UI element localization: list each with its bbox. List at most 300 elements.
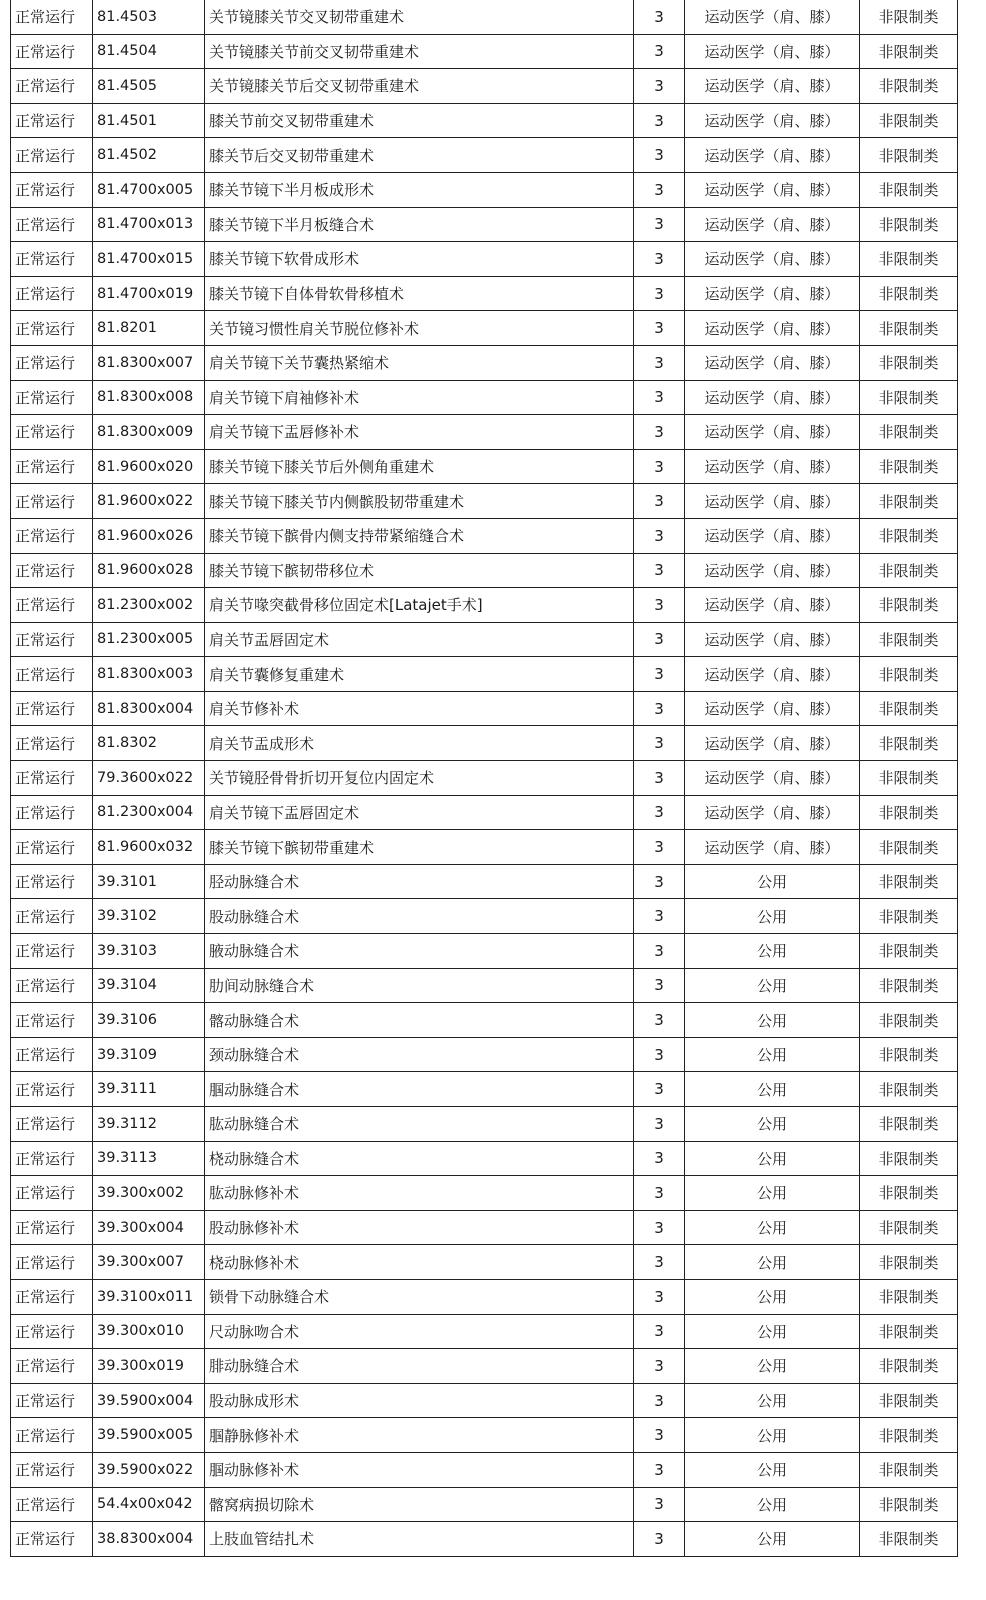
level-cell: 3: [634, 1452, 685, 1487]
level-cell: 3: [634, 69, 685, 104]
code-cell: 81.4700x015: [93, 242, 205, 277]
table-row: [11, 34, 958, 69]
department-cell: 公用: [685, 1418, 860, 1453]
level-cell: 3: [634, 1418, 685, 1453]
category-cell: 非限制类: [860, 864, 958, 899]
procedure-name-cell: 关节镜膝关节前交叉韧带重建术: [205, 34, 634, 69]
procedure-name-cell: 膝关节镜下髌骨内侧支持带紧缩缝合术: [205, 518, 634, 553]
department-cell: 运动医学（肩、膝）: [685, 276, 860, 311]
category-cell: 非限制类: [860, 1072, 958, 1107]
procedure-name-cell: 肩关节喙突截骨移位固定术[Latajet手术]: [205, 588, 634, 623]
table-row: [11, 69, 958, 104]
table-row: [11, 1141, 958, 1176]
status-cell: 正常运行: [11, 691, 93, 726]
status-cell: 正常运行: [11, 380, 93, 415]
department-cell: 公用: [685, 1522, 860, 1557]
table-row: [11, 1210, 958, 1245]
category-cell: 非限制类: [860, 657, 958, 692]
code-cell: 39.3109: [93, 1037, 205, 1072]
procedure-name-cell: 肩关节镜下盂唇修补术: [205, 415, 634, 450]
code-cell: 39.300x002: [93, 1176, 205, 1211]
category-cell: 非限制类: [860, 1107, 958, 1142]
code-cell: 39.3112: [93, 1107, 205, 1142]
code-cell: 81.8300x009: [93, 415, 205, 450]
level-cell: 3: [634, 1383, 685, 1418]
procedure-name-cell: 尺动脉吻合术: [205, 1314, 634, 1349]
procedure-name-cell: 肩关节修补术: [205, 691, 634, 726]
department-cell: 运动医学（肩、膝）: [685, 345, 860, 380]
department-cell: 运动医学（肩、膝）: [685, 103, 860, 138]
procedure-name-cell: 桡动脉修补术: [205, 1245, 634, 1280]
level-cell: 3: [634, 380, 685, 415]
department-cell: 公用: [685, 1383, 860, 1418]
table-row: [11, 864, 958, 899]
level-cell: 3: [634, 1522, 685, 1557]
department-cell: 运动医学（肩、膝）: [685, 242, 860, 277]
status-cell: 正常运行: [11, 1383, 93, 1418]
table-row: [11, 242, 958, 277]
code-cell: 39.300x007: [93, 1245, 205, 1280]
procedure-name-cell: 肩关节镜下肩袖修补术: [205, 380, 634, 415]
department-cell: 运动医学（肩、膝）: [685, 553, 860, 588]
category-cell: 非限制类: [860, 1349, 958, 1384]
code-cell: 81.9600x020: [93, 449, 205, 484]
procedure-name-cell: 膝关节镜下髌韧带重建术: [205, 830, 634, 865]
status-cell: 正常运行: [11, 968, 93, 1003]
category-cell: 非限制类: [860, 380, 958, 415]
status-cell: 正常运行: [11, 934, 93, 969]
status-cell: 正常运行: [11, 345, 93, 380]
department-cell: 运动医学（肩、膝）: [685, 207, 860, 242]
code-cell: 54.4x00x042: [93, 1487, 205, 1522]
department-cell: 运动医学（肩、膝）: [685, 518, 860, 553]
category-cell: 非限制类: [860, 242, 958, 277]
department-cell: 公用: [685, 1314, 860, 1349]
category-cell: 非限制类: [860, 1279, 958, 1314]
table-row: [11, 830, 958, 865]
status-cell: 正常运行: [11, 588, 93, 623]
table-row: [11, 1418, 958, 1453]
level-cell: 3: [634, 726, 685, 761]
code-cell: 39.300x004: [93, 1210, 205, 1245]
category-cell: 非限制类: [860, 0, 958, 34]
table-row: [11, 345, 958, 380]
category-cell: 非限制类: [860, 1314, 958, 1349]
level-cell: 3: [634, 1245, 685, 1280]
level-cell: 3: [634, 172, 685, 207]
department-cell: 运动医学（肩、膝）: [685, 0, 860, 34]
status-cell: 正常运行: [11, 1210, 93, 1245]
procedure-name-cell: 肩关节镜下关节囊热紧缩术: [205, 345, 634, 380]
table-row: [11, 103, 958, 138]
code-cell: 39.3102: [93, 899, 205, 934]
procedure-name-cell: 腘静脉修补术: [205, 1418, 634, 1453]
level-cell: 3: [634, 1037, 685, 1072]
procedure-name-cell: 股动脉缝合术: [205, 899, 634, 934]
code-cell: 39.300x010: [93, 1314, 205, 1349]
procedure-name-cell: 肱动脉缝合术: [205, 1107, 634, 1142]
department-cell: 运动医学（肩、膝）: [685, 761, 860, 796]
procedure-name-cell: 髂窝病损切除术: [205, 1487, 634, 1522]
category-cell: 非限制类: [860, 1452, 958, 1487]
level-cell: 3: [634, 518, 685, 553]
category-cell: 非限制类: [860, 934, 958, 969]
code-cell: 81.2300x005: [93, 622, 205, 657]
table-row: [11, 415, 958, 450]
category-cell: 非限制类: [860, 622, 958, 657]
procedure-name-cell: 胫动脉缝合术: [205, 864, 634, 899]
category-cell: 非限制类: [860, 588, 958, 623]
status-cell: 正常运行: [11, 484, 93, 519]
category-cell: 非限制类: [860, 1383, 958, 1418]
table-row: [11, 726, 958, 761]
level-cell: 3: [634, 657, 685, 692]
code-cell: 79.3600x022: [93, 761, 205, 796]
code-cell: 81.9600x022: [93, 484, 205, 519]
department-cell: 运动医学（肩、膝）: [685, 311, 860, 346]
level-cell: 3: [634, 1314, 685, 1349]
code-cell: 81.4700x005: [93, 172, 205, 207]
table-row: [11, 934, 958, 969]
category-cell: 非限制类: [860, 726, 958, 761]
department-cell: 公用: [685, 1037, 860, 1072]
category-cell: 非限制类: [860, 691, 958, 726]
table-row: [11, 484, 958, 519]
category-cell: 非限制类: [860, 138, 958, 173]
category-cell: 非限制类: [860, 795, 958, 830]
table-row: [11, 622, 958, 657]
status-cell: 正常运行: [11, 415, 93, 450]
level-cell: 3: [634, 761, 685, 796]
department-cell: 公用: [685, 1003, 860, 1038]
procedure-name-cell: 膝关节前交叉韧带重建术: [205, 103, 634, 138]
procedure-name-cell: 关节镜膝关节后交叉韧带重建术: [205, 69, 634, 104]
procedure-name-cell: 肩关节盂成形术: [205, 726, 634, 761]
level-cell: 3: [634, 242, 685, 277]
category-cell: 非限制类: [860, 207, 958, 242]
table-row: [11, 553, 958, 588]
procedure-name-cell: 上肢血管结扎术: [205, 1522, 634, 1557]
status-cell: 正常运行: [11, 899, 93, 934]
code-cell: 81.4700x013: [93, 207, 205, 242]
code-cell: 81.8300x004: [93, 691, 205, 726]
level-cell: 3: [634, 415, 685, 450]
procedure-name-cell: 颈动脉缝合术: [205, 1037, 634, 1072]
procedure-name-cell: 腘动脉缝合术: [205, 1072, 634, 1107]
level-cell: 3: [634, 934, 685, 969]
department-cell: 运动医学（肩、膝）: [685, 69, 860, 104]
procedure-name-cell: 关节镜胫骨骨折切开复位内固定术: [205, 761, 634, 796]
category-cell: 非限制类: [860, 276, 958, 311]
department-cell: 运动医学（肩、膝）: [685, 691, 860, 726]
table-row: [11, 1487, 958, 1522]
code-cell: 81.4503: [93, 0, 205, 34]
category-cell: 非限制类: [860, 69, 958, 104]
status-cell: 正常运行: [11, 311, 93, 346]
procedure-name-cell: 锁骨下动脉缝合术: [205, 1279, 634, 1314]
category-cell: 非限制类: [860, 518, 958, 553]
category-cell: 非限制类: [860, 1418, 958, 1453]
department-cell: 公用: [685, 1107, 860, 1142]
table-row: [11, 657, 958, 692]
department-cell: 运动医学（肩、膝）: [685, 830, 860, 865]
table-row: [11, 1383, 958, 1418]
department-cell: 公用: [685, 1072, 860, 1107]
department-cell: 公用: [685, 1452, 860, 1487]
level-cell: 3: [634, 1141, 685, 1176]
category-cell: 非限制类: [860, 1210, 958, 1245]
code-cell: 81.8201: [93, 311, 205, 346]
code-cell: 39.3103: [93, 934, 205, 969]
status-cell: 正常运行: [11, 1072, 93, 1107]
code-cell: 81.4504: [93, 34, 205, 69]
status-cell: 正常运行: [11, 1452, 93, 1487]
procedure-name-cell: 膝关节镜下自体骨软骨移植术: [205, 276, 634, 311]
level-cell: 3: [634, 795, 685, 830]
status-cell: 正常运行: [11, 1176, 93, 1211]
code-cell: 81.9600x028: [93, 553, 205, 588]
table-row: [11, 1176, 958, 1211]
category-cell: 非限制类: [860, 345, 958, 380]
status-cell: 正常运行: [11, 761, 93, 796]
level-cell: 3: [634, 553, 685, 588]
table-row: [11, 380, 958, 415]
level-cell: 3: [634, 1003, 685, 1038]
code-cell: 39.300x019: [93, 1349, 205, 1384]
code-cell: 81.8300x008: [93, 380, 205, 415]
department-cell: 运动医学（肩、膝）: [685, 622, 860, 657]
table-row: [11, 449, 958, 484]
table-body: [11, 0, 958, 1556]
department-cell: 公用: [685, 1279, 860, 1314]
category-cell: 非限制类: [860, 415, 958, 450]
code-cell: 39.5900x022: [93, 1452, 205, 1487]
department-cell: 公用: [685, 1349, 860, 1384]
procedure-name-cell: 股动脉修补术: [205, 1210, 634, 1245]
procedure-name-cell: 肱动脉修补术: [205, 1176, 634, 1211]
department-cell: 公用: [685, 968, 860, 1003]
procedure-name-cell: 股动脉成形术: [205, 1383, 634, 1418]
level-cell: 3: [634, 622, 685, 657]
status-cell: 正常运行: [11, 795, 93, 830]
procedure-name-cell: 膝关节镜下膝关节后外侧角重建术: [205, 449, 634, 484]
status-cell: 正常运行: [11, 553, 93, 588]
status-cell: 正常运行: [11, 69, 93, 104]
procedure-name-cell: 关节镜习惯性肩关节脱位修补术: [205, 311, 634, 346]
table-row: [11, 1037, 958, 1072]
status-cell: 正常运行: [11, 657, 93, 692]
code-cell: 81.4700x019: [93, 276, 205, 311]
table-row: [11, 1314, 958, 1349]
department-cell: 公用: [685, 1176, 860, 1211]
table-row: [11, 1107, 958, 1142]
level-cell: 3: [634, 899, 685, 934]
status-cell: 正常运行: [11, 103, 93, 138]
code-cell: 39.5900x004: [93, 1383, 205, 1418]
procedure-name-cell: 桡动脉缝合术: [205, 1141, 634, 1176]
department-cell: 运动医学（肩、膝）: [685, 484, 860, 519]
category-cell: 非限制类: [860, 311, 958, 346]
procedure-name-cell: 腘动脉修补术: [205, 1452, 634, 1487]
code-cell: 39.5900x005: [93, 1418, 205, 1453]
code-cell: 38.8300x004: [93, 1522, 205, 1557]
status-cell: 正常运行: [11, 726, 93, 761]
category-cell: 非限制类: [860, 172, 958, 207]
department-cell: 公用: [685, 864, 860, 899]
table-row: [11, 311, 958, 346]
level-cell: 3: [634, 34, 685, 69]
procedure-name-cell: 膝关节镜下半月板缝合术: [205, 207, 634, 242]
status-cell: 正常运行: [11, 1522, 93, 1557]
table-row: [11, 1245, 958, 1280]
level-cell: 3: [634, 345, 685, 380]
table-row: [11, 1349, 958, 1384]
level-cell: 3: [634, 484, 685, 519]
table-row: [11, 0, 958, 34]
code-cell: 81.4501: [93, 103, 205, 138]
code-cell: 39.3111: [93, 1072, 205, 1107]
department-cell: 公用: [685, 1210, 860, 1245]
status-cell: 正常运行: [11, 449, 93, 484]
procedure-name-cell: 腓动脉缝合术: [205, 1349, 634, 1384]
level-cell: 3: [634, 1279, 685, 1314]
procedure-name-cell: 膝关节后交叉韧带重建术: [205, 138, 634, 173]
table-row: [11, 172, 958, 207]
code-cell: 39.3106: [93, 1003, 205, 1038]
level-cell: 3: [634, 968, 685, 1003]
status-cell: 正常运行: [11, 276, 93, 311]
department-cell: 公用: [685, 934, 860, 969]
code-cell: 39.3113: [93, 1141, 205, 1176]
status-cell: 正常运行: [11, 242, 93, 277]
level-cell: 3: [634, 1487, 685, 1522]
level-cell: 3: [634, 311, 685, 346]
status-cell: 正常运行: [11, 207, 93, 242]
department-cell: 运动医学（肩、膝）: [685, 172, 860, 207]
status-cell: 正常运行: [11, 0, 93, 34]
level-cell: 3: [634, 1176, 685, 1211]
status-cell: 正常运行: [11, 518, 93, 553]
level-cell: 3: [634, 588, 685, 623]
status-cell: 正常运行: [11, 1141, 93, 1176]
code-cell: 81.9600x026: [93, 518, 205, 553]
table-row: [11, 761, 958, 796]
category-cell: 非限制类: [860, 34, 958, 69]
department-cell: 运动医学（肩、膝）: [685, 795, 860, 830]
status-cell: 正常运行: [11, 34, 93, 69]
table-row: [11, 691, 958, 726]
status-cell: 正常运行: [11, 1037, 93, 1072]
category-cell: 非限制类: [860, 1522, 958, 1557]
level-cell: 3: [634, 276, 685, 311]
category-cell: 非限制类: [860, 1037, 958, 1072]
category-cell: 非限制类: [860, 449, 958, 484]
level-cell: 3: [634, 207, 685, 242]
code-cell: 81.8300x007: [93, 345, 205, 380]
category-cell: 非限制类: [860, 1141, 958, 1176]
status-cell: 正常运行: [11, 1107, 93, 1142]
table-row: [11, 899, 958, 934]
procedure-name-cell: 髂动脉缝合术: [205, 1003, 634, 1038]
table-row: [11, 518, 958, 553]
category-cell: 非限制类: [860, 1245, 958, 1280]
level-cell: 3: [634, 138, 685, 173]
procedure-name-cell: 膝关节镜下髌韧带移位术: [205, 553, 634, 588]
level-cell: 3: [634, 1349, 685, 1384]
department-cell: 公用: [685, 1141, 860, 1176]
category-cell: 非限制类: [860, 761, 958, 796]
status-cell: 正常运行: [11, 1245, 93, 1280]
table-row: [11, 276, 958, 311]
department-cell: 公用: [685, 1487, 860, 1522]
code-cell: 81.4502: [93, 138, 205, 173]
department-cell: 运动医学（肩、膝）: [685, 415, 860, 450]
code-cell: 39.3100x011: [93, 1279, 205, 1314]
table-row: [11, 138, 958, 173]
procedure-name-cell: 肩关节囊修复重建术: [205, 657, 634, 692]
level-cell: 3: [634, 864, 685, 899]
category-cell: 非限制类: [860, 1176, 958, 1211]
table-row: [11, 1003, 958, 1038]
department-cell: 公用: [685, 899, 860, 934]
status-cell: 正常运行: [11, 138, 93, 173]
category-cell: 非限制类: [860, 830, 958, 865]
department-cell: 运动医学（肩、膝）: [685, 138, 860, 173]
category-cell: 非限制类: [860, 1487, 958, 1522]
procedure-name-cell: 肩关节盂唇固定术: [205, 622, 634, 657]
table-row: [11, 207, 958, 242]
department-cell: 运动医学（肩、膝）: [685, 449, 860, 484]
level-cell: 3: [634, 449, 685, 484]
status-cell: 正常运行: [11, 1349, 93, 1384]
level-cell: 3: [634, 1072, 685, 1107]
department-cell: 运动医学（肩、膝）: [685, 657, 860, 692]
table-row: [11, 588, 958, 623]
category-cell: 非限制类: [860, 103, 958, 138]
department-cell: 运动医学（肩、膝）: [685, 34, 860, 69]
procedure-name-cell: 关节镜膝关节交叉韧带重建术: [205, 0, 634, 34]
department-cell: 公用: [685, 1245, 860, 1280]
category-cell: 非限制类: [860, 899, 958, 934]
procedure-name-cell: 膝关节镜下软骨成形术: [205, 242, 634, 277]
procedure-name-cell: 肋间动脉缝合术: [205, 968, 634, 1003]
category-cell: 非限制类: [860, 553, 958, 588]
table-row: [11, 968, 958, 1003]
table-row: [11, 1072, 958, 1107]
category-cell: 非限制类: [860, 484, 958, 519]
level-cell: 3: [634, 103, 685, 138]
status-cell: 正常运行: [11, 1418, 93, 1453]
status-cell: 正常运行: [11, 864, 93, 899]
department-cell: 运动医学（肩、膝）: [685, 380, 860, 415]
code-cell: 81.4505: [93, 69, 205, 104]
department-cell: 运动医学（肩、膝）: [685, 588, 860, 623]
procedure-name-cell: 肩关节镜下盂唇固定术: [205, 795, 634, 830]
procedure-table: [10, 0, 958, 1557]
status-cell: 正常运行: [11, 172, 93, 207]
status-cell: 正常运行: [11, 1314, 93, 1349]
code-cell: 81.8302: [93, 726, 205, 761]
table-row: [11, 1522, 958, 1557]
procedure-name-cell: 膝关节镜下膝关节内侧髌股韧带重建术: [205, 484, 634, 519]
status-cell: 正常运行: [11, 830, 93, 865]
status-cell: 正常运行: [11, 1279, 93, 1314]
category-cell: 非限制类: [860, 968, 958, 1003]
code-cell: 81.9600x032: [93, 830, 205, 865]
level-cell: 3: [634, 1107, 685, 1142]
table-row: [11, 1452, 958, 1487]
status-cell: 正常运行: [11, 1487, 93, 1522]
